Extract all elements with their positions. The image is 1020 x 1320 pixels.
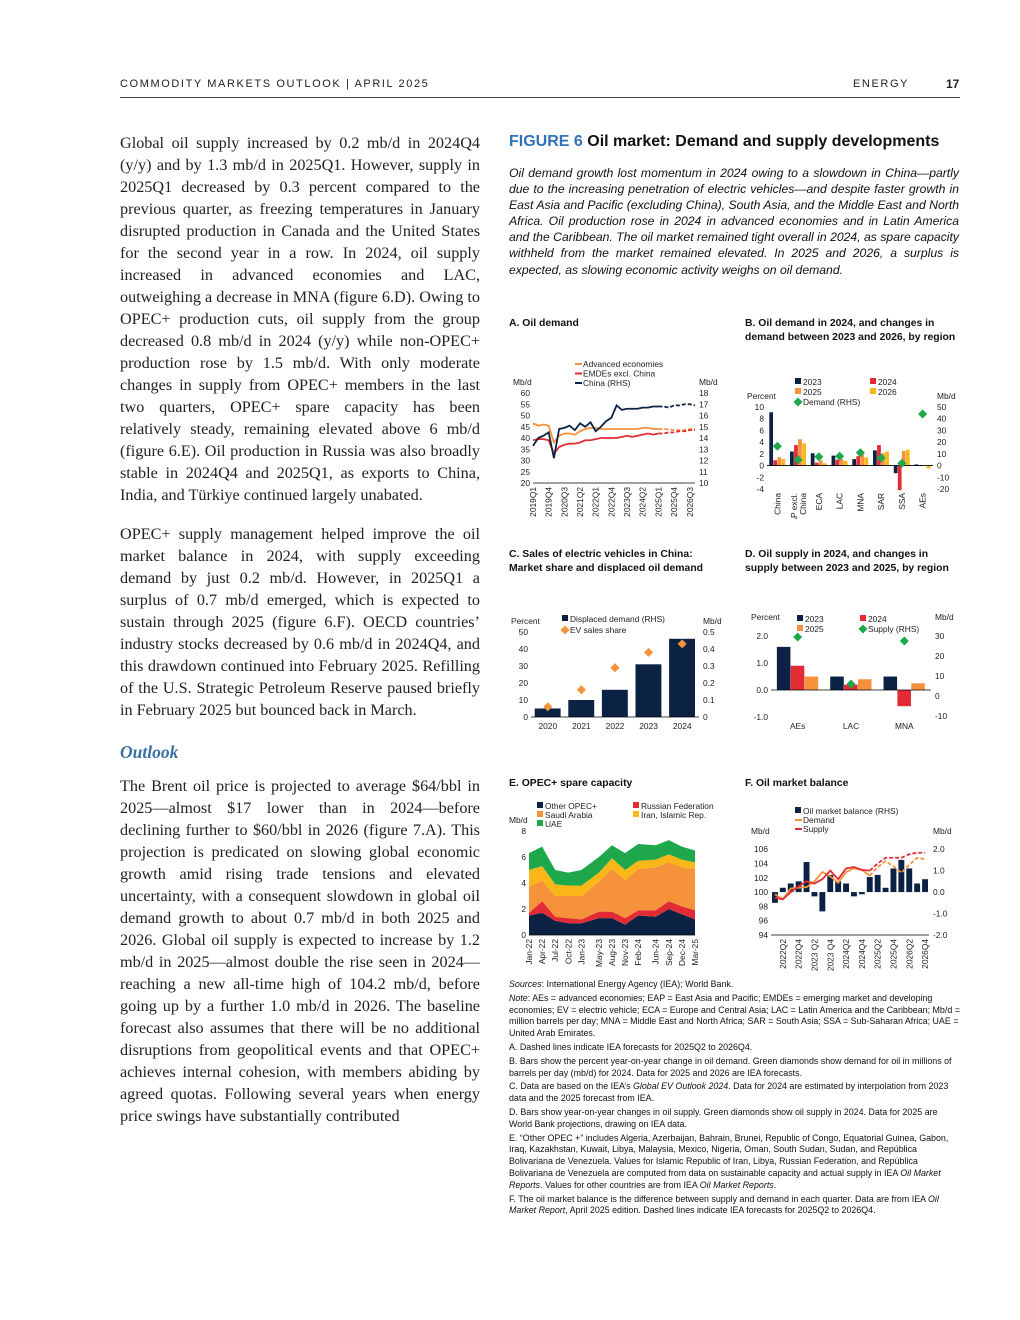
y-tick-label: -4 xyxy=(756,484,764,494)
diamond-marker xyxy=(773,442,782,451)
bar xyxy=(885,452,889,466)
y2-tick-label: 13 xyxy=(699,444,709,455)
bar xyxy=(635,664,661,717)
y-tick-label: 98 xyxy=(758,901,768,912)
y-tick-label: -2 xyxy=(756,472,764,483)
note-e: E. “Other OPEC +” includes Algeria, Azerbaijan, Bahrain, Brunei, Republic of Congo, Equatorial Guinea, Gabon, Iraq, Kazakhstan, Kuwait, Libya, Malaysia, Mexico, Nigeria, Oman, South Sudan, Sudan, and República Bolivariana de Venezuela. Values for Islamic Republic of Iran, Libya, Russian Federation, and República Bolivariana de Venezuela are computed from data on sustainable capacity and actual supply in IEA Oil Market Reports. Values for other countries are from IEA Oil Market Reports. xyxy=(509,1132,949,1190)
y2-tick-label: 10 xyxy=(937,448,947,459)
chart-market-balance xyxy=(745,797,963,977)
y-tick-label: 96 xyxy=(758,915,768,926)
x-tick-label: 2020Q3 xyxy=(559,487,570,517)
legend-label: Demand (RHS) xyxy=(803,397,861,407)
chart-ev-sales xyxy=(509,578,727,743)
header-rule xyxy=(120,97,960,98)
running-header: COMMODITY MARKETS OUTLOOK | APRIL 2025 xyxy=(120,78,430,90)
y-tick-label: 10 xyxy=(518,695,528,705)
y2-tick-label: 18 xyxy=(699,388,709,398)
x-tick-label: Nov-23 xyxy=(620,939,631,966)
x-tick-label: Sep-24 xyxy=(663,939,674,967)
legend-swatch xyxy=(797,625,803,631)
legend-swatch xyxy=(537,820,543,826)
x-tick-label: 2022Q4 xyxy=(606,487,617,517)
chart-demand-by-region xyxy=(745,347,963,519)
y2-tick-label: 12 xyxy=(699,455,709,466)
y-axis-label: Mb/d xyxy=(751,826,770,836)
legend-swatch xyxy=(537,802,543,808)
x-tick-label: 2026Q2 xyxy=(904,939,915,969)
x-tick-label: 2022 xyxy=(605,721,625,731)
y-axis-label: Percent xyxy=(511,616,540,626)
legend-label: 2023 xyxy=(805,614,824,624)
note-c: C. Data are based on the IEA’s Global EV Outlook 2024. Data for 2024 are estimated by interpolation from 2023 data and the 2025 forecast from IEA. xyxy=(509,1081,949,1104)
y2-tick-label: -2.0 xyxy=(933,930,948,940)
x-tick-label: 2024Q2 xyxy=(637,487,648,517)
y-tick-label: 40 xyxy=(518,644,528,654)
note-d: D. Bars show year-on-year changes in oil supply. Green diamonds show oil supply in 2024. Data for 2025 are World Bank projections, drawing on IEA data. xyxy=(509,1106,938,1129)
x-tick-label: 2026Q3 xyxy=(684,487,695,517)
x-tick-label: China xyxy=(798,493,809,515)
legend-swatch xyxy=(870,378,876,384)
note-f: F. The oil market balance is the difference between supply and demand in each quarter. Data are from IEA Oil Market Report, April 2025 edition. Dashed lines indicate IEA forecasts for 2025Q2 to 2026Q4. xyxy=(509,1193,939,1216)
panel-d xyxy=(745,548,963,748)
note-b: B. Bars show the percent year-on-year change in oil demand. Green diamonds show demand for oil in millions of barrels per day (mb/d) for 2024. Data for 2025 and 2026 are IEA forecasts. xyxy=(509,1055,952,1078)
x-tick-label: 2021 xyxy=(572,721,591,731)
x-tick-label: AEs xyxy=(789,721,806,731)
y-tick-label: 55 xyxy=(520,399,530,410)
legend-label: EMDEs excl. China xyxy=(583,368,656,379)
x-tick-label: 2022Q2 xyxy=(777,939,788,969)
legend-label: Displaced demand (RHS) xyxy=(570,614,665,624)
bar xyxy=(867,877,873,892)
y-tick-label: 2 xyxy=(521,904,526,914)
bar xyxy=(777,647,791,690)
panel-a xyxy=(509,317,727,536)
figure-caption: Oil demand growth lost momentum in 2024 owing to a slowdown in China—partly due to the increasing penetration of electric vehicles—and despite faster growth in East Asia and Pacific (excluding China), South Asia, and the Middle East and North Africa. Oil production rose in 2024 in advanced economies and in Latin America and the Caribbean. The oil market remained tight overall in 2024, as spare capacity withheld from the market remained elevated. In 2025 and 2026, a surplus is expected, as slowing economic activity weighs on oil demand. xyxy=(509,166,959,277)
y-tick-label: 102 xyxy=(754,872,768,883)
bar xyxy=(812,892,818,896)
x-tick-label: 2025Q2 xyxy=(872,939,883,969)
panel-title: C. Sales of electric vehicles in China: Market share and displaced oil demand xyxy=(509,549,704,574)
y-tick-label: 40 xyxy=(520,433,530,443)
bar xyxy=(773,460,777,465)
panel-c xyxy=(509,548,727,748)
y2-tick-label: 50 xyxy=(937,402,947,412)
legend-swatch xyxy=(633,811,639,817)
x-tick-label: 2021Q2 xyxy=(575,487,586,517)
diamond-marker xyxy=(793,632,802,641)
bar xyxy=(819,460,823,465)
bar xyxy=(894,466,898,474)
y-axis-label: Mb/d xyxy=(513,377,532,387)
y-tick-label: 2 xyxy=(759,448,764,459)
legend-label: 2025 xyxy=(803,387,822,397)
bar xyxy=(852,459,856,465)
diamond-marker xyxy=(610,663,619,672)
legend-label: Advanced economies xyxy=(583,361,664,369)
legend-swatch xyxy=(870,388,876,394)
y-tick-label: 25 xyxy=(520,466,530,477)
panel-title: B. Oil demand in 2024, and changes in demand between 2023 and 2026, by region xyxy=(745,318,956,343)
x-tick-label: May-23 xyxy=(593,939,604,967)
sources-label: Sources xyxy=(509,979,542,989)
diamond-marker xyxy=(644,648,653,657)
panel-title: A. Oil demand xyxy=(509,318,579,329)
legend-label: Supply (RHS) xyxy=(868,624,920,634)
y2-tick-label: 0 xyxy=(935,691,940,702)
bar xyxy=(568,700,594,717)
x-tick-label: 2024Q4 xyxy=(856,939,867,969)
y2-tick-label: 0.4 xyxy=(703,644,715,654)
bar xyxy=(898,860,904,892)
bar xyxy=(830,677,844,690)
page-number: 17 xyxy=(946,77,960,91)
diamond-marker xyxy=(900,637,909,646)
y2-tick-label: 20 xyxy=(935,651,945,662)
y-tick-label: 0 xyxy=(521,930,526,940)
y2-tick-label: -10 xyxy=(935,711,948,722)
series-line-forecast xyxy=(870,858,925,876)
y-axis-label: Mb/d xyxy=(509,815,528,825)
y2-tick-label: 15 xyxy=(699,421,709,432)
y2-tick-label: 20 xyxy=(937,437,947,448)
y-tick-label: 100 xyxy=(754,887,768,898)
y-axis-label: Percent xyxy=(751,612,780,622)
x-tick-label: 2025Q4 xyxy=(669,487,680,517)
y2-axis-label: Mb/d xyxy=(933,826,952,836)
y2-tick-label: 30 xyxy=(937,425,947,436)
bar xyxy=(832,456,836,466)
bar xyxy=(922,879,928,892)
chart-supply-by-region xyxy=(745,578,963,743)
x-tick-label: AEs xyxy=(917,493,928,509)
legend-swatch xyxy=(633,802,639,808)
legend-diamond xyxy=(793,397,802,406)
x-tick-label: 2022Q1 xyxy=(590,487,601,517)
legend-label: EV sales share xyxy=(570,625,627,635)
bar xyxy=(883,888,889,892)
x-tick-label: Mar-25 xyxy=(690,939,700,966)
x-tick-label: Jan-22 xyxy=(524,939,534,965)
figure-title-text: Oil market: Demand and supply developments xyxy=(587,133,940,150)
legend-swatch xyxy=(797,615,803,621)
y2-tick-label: 0.1 xyxy=(703,695,715,705)
y-tick-label: 35 xyxy=(520,444,530,455)
bar xyxy=(927,466,931,469)
legend-label: 2025 xyxy=(805,624,824,634)
x-tick-label: SSA xyxy=(896,493,907,510)
x-tick-label: LAC xyxy=(842,721,860,731)
bar xyxy=(873,450,877,465)
x-tick-label: 2025Q1 xyxy=(653,487,664,517)
x-tick-label: Apr-22 xyxy=(537,939,548,965)
legend-label: Other OPEC+ xyxy=(545,801,597,811)
y-tick-label: 30 xyxy=(518,661,528,671)
chart-oil-demand xyxy=(509,361,727,531)
section-heading: Outlook xyxy=(120,742,179,762)
bar xyxy=(819,892,825,911)
panel-title: F. Oil market balance xyxy=(745,778,849,789)
legend-swatch xyxy=(795,807,801,813)
body-text xyxy=(120,132,480,1144)
y-tick-label: 8 xyxy=(759,413,764,424)
y2-tick-label: 40 xyxy=(937,413,947,424)
y2-tick-label: 0.3 xyxy=(703,661,715,671)
figure-number: FIGURE 6 xyxy=(509,133,583,150)
bar xyxy=(858,679,872,690)
x-tick-label: 2023Q3 xyxy=(622,487,633,517)
x-tick-label: Jul-22 xyxy=(550,939,561,962)
x-tick-label: MNA xyxy=(895,721,914,731)
x-tick-label: LAC xyxy=(834,493,845,510)
diamond-marker xyxy=(814,452,823,461)
bar xyxy=(791,666,805,690)
diamond-marker xyxy=(577,685,586,694)
legend-label: China (RHS) xyxy=(583,378,631,388)
y2-tick-label: 0 xyxy=(937,460,942,471)
y2-tick-label: 0.5 xyxy=(703,627,715,637)
legend-label: Demand xyxy=(803,815,835,825)
y-tick-label: 0 xyxy=(523,712,528,722)
panel-f xyxy=(745,777,963,982)
y-axis-label: Percent xyxy=(747,391,776,401)
paragraph: The Brent oil price is projected to average $64/bbl in 2025—almost $17 lower than in 2024—before declining further to $60/bbl in 2026 (figure 7.A). This projection is predicated on slowing global economic growth amid rising trade tensions and elevated uncertainty, with a consequent slowdown in global oil demand growth to about 0.7 mb/d in both 2025 and 2026. Global oil supply is expected to increase by 1.2 mb/d in 2025—almost double the rise seen in 2024—reaching a new all-time high of 104.2 mb/d, before going up by a further 1.0 mb/d in 2026. The baseline forecast also assumes that there will be no additional disruptions from geopolitical events and that OPEC+ achieves internal cohesion, with members abiding by agreed quotas. Following several years when energy price swings have substantially contributed xyxy=(120,777,480,1125)
y2-tick-label: 1.0 xyxy=(933,865,945,876)
y-tick-label: 6 xyxy=(521,852,526,862)
legend-label: 2024 xyxy=(868,614,887,624)
x-tick-label: 2019Q4 xyxy=(543,487,554,517)
note-a: A. Dashed lines indicate IEA forecasts for 2025Q2 to 2026Q4. xyxy=(509,1041,753,1052)
y2-axis-label: Mb/d xyxy=(699,377,718,387)
y-tick-label: 0 xyxy=(759,460,764,471)
bar xyxy=(790,452,794,466)
x-tick-label: 2023 xyxy=(639,721,658,731)
y-tick-label: 94 xyxy=(758,930,768,940)
series-line xyxy=(533,405,658,458)
diamond-marker xyxy=(918,410,927,419)
x-tick-label: 2022Q4 xyxy=(793,939,804,969)
y2-tick-label: 2.0 xyxy=(933,844,945,855)
paragraph: Global oil supply increased by 0.2 mb/d in 2024Q4 (y/y) and by 1.3 mb/d in 2025Q1. However, supply in 2025Q1 decreased by 0.3 percent compared to the previous quarter, as freezing temperatures in January disrupted production in Canada and the United States for the second year in a row. In 2024, oil supply increased in advanced economies and LAC, outweighing a decrease in MNA (figure 6.D). Owing to OPEC+ production cuts, oil supply from the group decreased 0.8 mb/d in 2024 (y/y) while non-OPEC+ production rose by 1.5 mb/d. With only moderate changes in supply from OPEC+ members in the last two quarters, OPEC+ spare capacity has been relatively steady, remaining elevated above 6 mb/d (figure 6.E). Oil production in Russia was also broadly stable in 2024Q4 and 2025Q1, as exports to China, India, and Türkiye continued largely unabated. xyxy=(120,134,480,504)
y-tick-label: 4 xyxy=(759,437,764,448)
y-tick-label: 6 xyxy=(759,425,764,436)
legend-swatch xyxy=(562,615,568,621)
y2-tick-label: 30 xyxy=(935,631,945,642)
legend-label: Saudi Arabia xyxy=(545,810,593,820)
x-tick-label: EAP excl. xyxy=(789,493,800,519)
bar xyxy=(884,677,898,690)
x-tick-label: MNA xyxy=(855,493,866,512)
paragraph: OPEC+ supply management helped improve the oil market balance in 2024, with supply exceeding demand by just 0.2 mb/d. However, in 2025Q1 a surplus of 0.7 mb/d emerged, which is expected to sustain through 2025 (figure 6.F). OECD countries’ industry stocks decreased by 0.6 mb/d in 2024Q4, and this drawdown continued into February 2025. Refilling of the U.S. Strategic Petroleum Reserve paused briefly in February 2025 but bounced back in March. xyxy=(120,525,480,719)
x-tick-label: Jan-23 xyxy=(576,939,587,965)
bar xyxy=(769,412,773,465)
panel-e xyxy=(509,777,727,982)
legend-label: 2024 xyxy=(878,377,897,387)
bar xyxy=(815,463,819,466)
series-line-forecast xyxy=(870,853,925,871)
bar xyxy=(906,450,910,466)
bar xyxy=(914,883,920,892)
legend-swatch xyxy=(537,811,543,817)
panel-title: E. OPEC+ spare capacity xyxy=(509,778,633,789)
x-tick-label: Feb-24 xyxy=(633,939,644,966)
bar xyxy=(875,875,881,892)
y2-tick-label: 11 xyxy=(699,466,708,477)
legend-label: UAE xyxy=(545,819,563,829)
y2-tick-label: -20 xyxy=(937,484,950,494)
bar xyxy=(805,677,819,690)
y-tick-label: 10 xyxy=(754,402,764,412)
x-tick-label: Jun-24 xyxy=(650,939,661,965)
y-tick-label: 30 xyxy=(520,455,530,466)
bar xyxy=(802,443,806,465)
legend-swatch xyxy=(795,378,801,384)
legend-diamond xyxy=(858,624,867,633)
legend-swatch xyxy=(795,388,801,394)
legend-label: Oil market balance (RHS) xyxy=(803,806,899,816)
x-tick-label: China xyxy=(772,493,783,515)
y-tick-label: 45 xyxy=(520,421,530,432)
y2-tick-label: -1.0 xyxy=(933,908,948,919)
x-tick-label: Oct-22 xyxy=(563,939,574,965)
x-tick-label: 2026Q4 xyxy=(920,939,931,969)
y2-tick-label: -10 xyxy=(937,472,950,483)
note-label: Note xyxy=(509,992,528,1003)
bar xyxy=(864,457,868,465)
figure-notes xyxy=(509,979,961,1219)
bar xyxy=(602,690,628,717)
legend-diamond xyxy=(560,625,569,634)
bar xyxy=(844,461,848,466)
y2-tick-label: 10 xyxy=(935,671,945,682)
x-tick-label: 2024Q2 xyxy=(841,939,852,969)
y-tick-label: 4 xyxy=(521,878,526,888)
legend-label: Supply xyxy=(803,824,829,834)
x-tick-label: 2023 Q4 xyxy=(825,939,836,972)
y2-tick-label: 10 xyxy=(699,478,709,488)
y-tick-label: 0.0 xyxy=(756,685,768,696)
bar xyxy=(856,456,860,465)
y2-tick-label: 14 xyxy=(699,433,709,443)
x-tick-label: 2025Q4 xyxy=(888,939,899,969)
bar xyxy=(891,868,897,892)
y-tick-label: 50 xyxy=(520,410,530,421)
y-tick-label: 50 xyxy=(518,627,528,637)
y2-axis-label: Mb/d xyxy=(935,612,954,622)
legend-label: 2026 xyxy=(878,387,897,397)
y2-tick-label: 0 xyxy=(703,712,708,722)
bar xyxy=(843,883,849,892)
y-tick-label: 2.0 xyxy=(756,631,768,642)
y-tick-label: 20 xyxy=(520,478,530,488)
y2-axis-label: Mb/d xyxy=(937,391,956,401)
bar xyxy=(897,690,911,706)
x-tick-label: 2024 xyxy=(672,721,692,731)
y-tick-label: 60 xyxy=(520,388,530,398)
legend-label: Iran, Islamic Rep. xyxy=(641,810,707,820)
y2-tick-label: 16 xyxy=(699,410,709,421)
bar xyxy=(777,457,781,465)
chart-spare-capacity xyxy=(509,797,727,977)
sources-text: : International Energy Agency (IEA); World Bank. xyxy=(541,979,734,989)
y-tick-label: 104 xyxy=(754,858,768,869)
y-tick-label: 8 xyxy=(521,826,526,836)
legend-swatch xyxy=(860,615,866,621)
bar xyxy=(859,892,865,894)
y2-tick-label: 0.0 xyxy=(933,887,945,898)
legend-label: 2023 xyxy=(803,377,822,387)
series-line-forecast xyxy=(658,404,695,407)
panel-b xyxy=(745,317,963,524)
y-tick-label: 1.0 xyxy=(756,658,768,669)
panel-title: D. Oil supply in 2024, and changes in supply between 2023 and 2025, by region xyxy=(745,549,949,574)
x-tick-label: ECA xyxy=(813,493,824,511)
bar xyxy=(811,453,815,465)
bar xyxy=(669,639,695,717)
x-tick-label: 2020 xyxy=(538,721,558,731)
y2-tick-label: 0.2 xyxy=(703,678,715,688)
bar xyxy=(781,459,785,465)
y2-axis-label: Mb/d xyxy=(703,616,722,626)
x-tick-label: SAR xyxy=(876,493,887,511)
y-tick-label: -1.0 xyxy=(753,712,768,722)
legend-label: Russian Federation xyxy=(641,801,714,811)
y-tick-label: 20 xyxy=(518,678,528,688)
bar xyxy=(906,868,912,892)
x-tick-label: Dec-24 xyxy=(676,939,687,966)
y-tick-label: 106 xyxy=(754,844,768,855)
bar xyxy=(898,466,902,491)
note-text: : AEs = advanced economies; EAP = East Asia and Pacific; EMDEs = emerging market and developing economies; EV = electric vehicle; ECA = Europe and Central Asia; LAC = Latin America and the Caribbean; Mb/d = million barrels per day; MNA = Middle East and North Africa; SAR = South Asia; SSA = Sub-Saharan Africa; UAE = United Arab Emirates. xyxy=(509,992,960,1039)
bar xyxy=(911,683,925,690)
bar xyxy=(851,892,857,896)
x-tick-label: 2019Q1 xyxy=(528,487,538,517)
x-tick-label: 2023 Q2 xyxy=(809,939,820,972)
y2-tick-label: 17 xyxy=(699,399,709,410)
figure-title xyxy=(509,133,939,151)
bar xyxy=(836,460,840,466)
bar xyxy=(780,888,786,892)
x-tick-label: Aug-23 xyxy=(607,939,617,967)
section-name: ENERGY xyxy=(853,78,910,90)
